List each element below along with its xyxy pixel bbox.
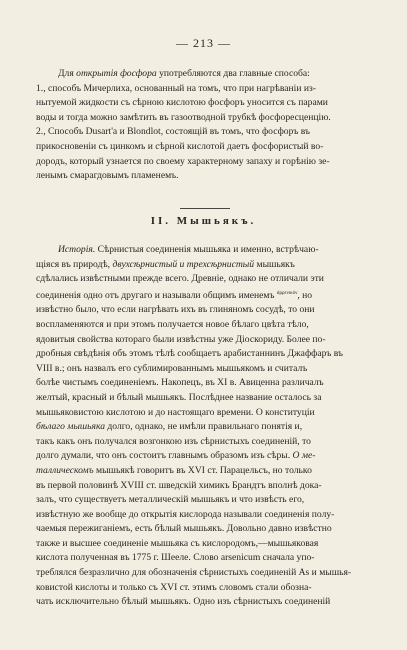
text-span: , но xyxy=(297,289,313,301)
text-line: также и высшее соединеніе мышьяка съ кислородомъ,—мышьяковая xyxy=(36,537,319,549)
section-divider xyxy=(180,208,230,209)
text-line: сдѣлались извѣстными прежде всего. Древніе, однако не отличали эти xyxy=(36,273,324,285)
text-line: нытуемой жидкости съ сѣрною кислотою фосфоръ уносится съ парами xyxy=(36,97,328,109)
text-line: 2., Способъ Dusart'a и Blondlot, состоящій въ томъ, что фосфоръ въ xyxy=(36,126,311,138)
text-span: долго думали, что онъ состоитъ главнымъ образомъ изъ сѣры. xyxy=(36,450,293,462)
text-line: дородъ, который узнается по своему характерному запаху и горѣнію зе- xyxy=(36,155,330,167)
section-title: II. Мышьякъ. xyxy=(150,215,257,227)
text-line: VIII в.; онъ назвалъ его сублимированнымъ мышьякомъ и считалъ xyxy=(36,362,308,374)
text-line: ядовитыя свойства котораго были извѣстны уже Діоскориду. Более по- xyxy=(36,333,326,345)
text-span: мышьякъ xyxy=(254,258,295,270)
text-line: дробныя свѣдѣнія объ этомъ тѣлѣ сообщаетъ арабистаннинъ Джаффаръ въ xyxy=(36,348,343,360)
text-line: кислота полученная въ 1775 г. Шееле. Слово arsenicum сначала упо- xyxy=(36,552,315,564)
text-line: чать исключительно бѣлый мышьякъ. Одно изъ сѣрнистыхъ соединеній xyxy=(36,596,331,608)
text-line: 1., способъ Мичерлиха, основанный на томъ, что при нагрѣваніи из- xyxy=(36,82,316,94)
text-line xyxy=(36,464,381,479)
text-line: ленымъ смарагдовымъ пламенемъ. xyxy=(36,170,179,182)
text-line xyxy=(36,287,381,304)
text-span: долго, однако, не имѣли правильнаго понятія и, xyxy=(105,421,303,433)
italic-term: О ме- xyxy=(292,450,316,462)
phosphorus-paragraph xyxy=(36,67,381,184)
text-line: ковистой кислоты и только съ XVI ст. этимъ словомъ стали обозна- xyxy=(36,581,312,593)
text-line: желтый, красный и бѣлый мышьякъ. Послѣднее название осталось за xyxy=(36,391,322,403)
text-line: воды и тогда можно замѣтить въ газоотводной трубкѣ фосфоресценцію. xyxy=(36,111,331,123)
text-line: извѣстно было, что если нагрѣвать ихъ въ глиняномъ сосудѣ, то они xyxy=(36,304,315,316)
text-line: чаемыя пережиганіемъ, есть бѣлый мышьякъ. Довольно давно извѣстно xyxy=(36,523,332,535)
text-span: щіяся въ природѣ, xyxy=(36,258,113,270)
text-line: прикосновеніи съ цинкомъ и сѣрной кислотой даетъ фосфористый во- xyxy=(36,140,324,152)
greek-term: ἀρρενικόν xyxy=(276,290,298,296)
text-line: такъ какъ онъ получался возгонкою изъ сѣрнистыхъ соединеній, то xyxy=(36,435,311,447)
italic-term: двухсѣрнистый и трехсѣрнистый xyxy=(112,258,255,270)
text-line xyxy=(36,67,381,82)
text-line: мышьяковистою кислотою и до настоящаго времени. О конституціи xyxy=(36,406,315,418)
text-line xyxy=(36,420,381,435)
text-span: Для xyxy=(58,68,77,79)
page-number: — 213 — xyxy=(176,36,231,50)
text-span: мышьякѣ говоритъ въ XVI ст. Парацельсъ, но только xyxy=(93,464,312,476)
italic-term: таллическомъ xyxy=(36,464,94,476)
text-line: воспламеняются и при этомъ получается новое бѣлаго цвѣта тѣло, xyxy=(36,318,309,330)
italic-term: бѣлаго мышьяка xyxy=(36,421,105,433)
text-line: извѣстную же вообще до открытія кислорода называли соединенія полу- xyxy=(36,508,335,520)
text-line xyxy=(36,243,381,258)
text-line xyxy=(36,449,381,464)
text-line: болѣе чистымъ соединеніемъ. Накопецъ, въ XI в. Авиценна различалъ xyxy=(36,377,324,389)
text-span: Сѣрнистыя соединенія мышьяка и именно, встрѣчаю- xyxy=(95,244,319,255)
text-span: употребляются два главные способа: xyxy=(156,68,310,79)
text-line: треблялся безразлично для обозначенія сѣрнистыхъ соединеній As и мышья- xyxy=(36,567,352,579)
text-span: соединенія одно отъ другаго и называли общимъ именемъ xyxy=(36,289,277,301)
italic-term: Исторія. xyxy=(58,244,96,255)
italic-term: открытія фосфора xyxy=(76,68,157,79)
history-paragraph xyxy=(36,243,381,610)
text-line: залъ, что существуетъ металлическій мышьякъ и что извѣсть его, xyxy=(36,494,305,506)
text-line xyxy=(36,258,381,273)
text-line: въ первой половинѣ XVIII ст. шведскій химикъ Брандтъ вполнѣ дока- xyxy=(36,479,322,491)
